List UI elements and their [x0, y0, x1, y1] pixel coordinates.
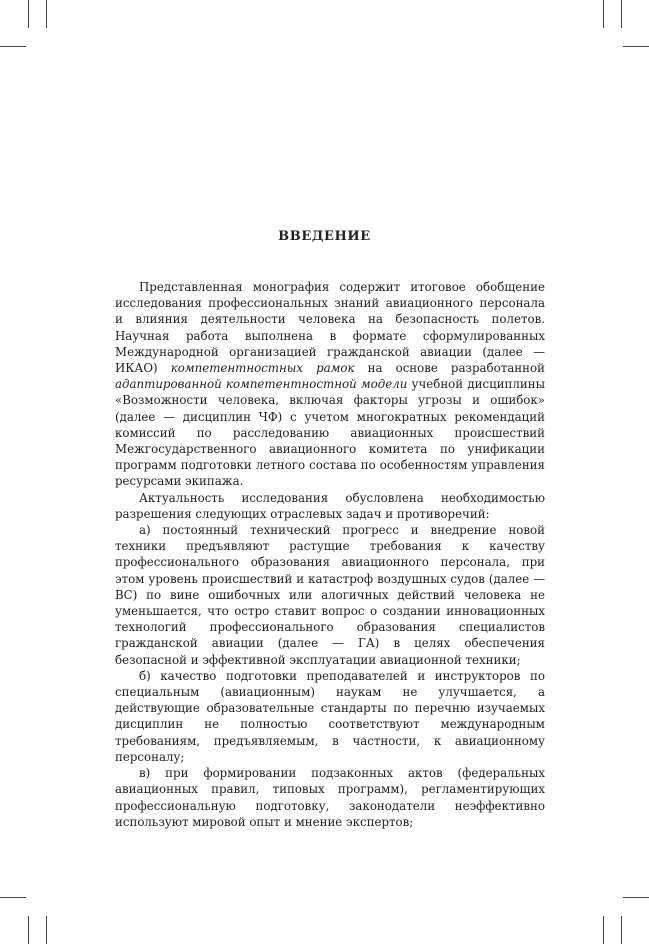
paragraph [115, 668, 545, 765]
crop-mark [28, 916, 29, 944]
crop-mark [28, 0, 29, 28]
page-title: ВВЕДЕНИЕ [278, 229, 371, 244]
italic-term: компетентностных рамок [170, 361, 355, 376]
crop-mark [0, 897, 26, 898]
text-segment: б) качество подготовки преподавателей и инструкторов по специальным (авиационным) наукам не улучшается, а действующие образовательные стандарты по перечню изучаемых дисциплин не полностью соответствуют международным требованиям, предъявляемым, в частности, к авиационному персоналу; [115, 668, 545, 764]
crop-mark [603, 0, 604, 28]
crop-mark [0, 46, 26, 47]
crop-mark [623, 897, 649, 898]
text-segment: учебной дисциплины «Возможности человека, включая факторы угрозы и ошибок» (далее — дисциплин ЧФ) с учетом многократных рекомендаций комиссий по расследованию авиационных происшествий Межгосударственного авиационного комитета по унификации программ подготовки летного состава по особенностям управления ресурсами экипажа. [115, 377, 545, 489]
text-segment: а) постоянный технический прогресс и внедрение новой техники предъявляют растущие требования к качеству профессионального образования авиационного персонала, при этом уровень происшествий и катастроф воздушных судов (далее — ВС) по вине ошибочных или алогичных действий человека не уменьшается, что остро ставит вопрос о создании инновационных технологий профессионального образования специалистов гражданской авиации (далее — ГА) в целях обеспечения безопасной и эффективной эксплуатации авиационной техники; [115, 523, 545, 667]
document-body [115, 279, 545, 830]
crop-mark [623, 46, 649, 47]
crop-mark [621, 916, 622, 944]
paragraph [115, 279, 545, 490]
italic-term: адаптированной компетентностной модели [115, 377, 408, 392]
text-segment: на основе разработанной [354, 361, 545, 376]
paragraph [115, 522, 545, 668]
text-segment: Актуальность исследования обусловлена необходимостью разрешения следующих отраслевых задач и противоречий: [115, 490, 545, 521]
crop-mark [621, 0, 622, 28]
paragraph [115, 765, 545, 830]
crop-mark [46, 0, 47, 28]
text-segment: в) при формировании подзаконных актов (федеральных авиационных правил, типовых программ), регламентирующих профессиональную подготовку, законодатели неэффективно используют мировой опыт и мнение экспертов; [115, 766, 545, 829]
text-segment: Представленная монография содержит итоговое обобщение исследования профессиональных знаний авиационного персонала и влияния деятельности человека на безопасность полетов. Научная работа выполнена в формате сформулированных Международной организацией гражданской авиации (далее — ИКАО) [115, 280, 545, 376]
paragraph [115, 490, 545, 522]
crop-mark [46, 916, 47, 944]
crop-mark [603, 916, 604, 944]
